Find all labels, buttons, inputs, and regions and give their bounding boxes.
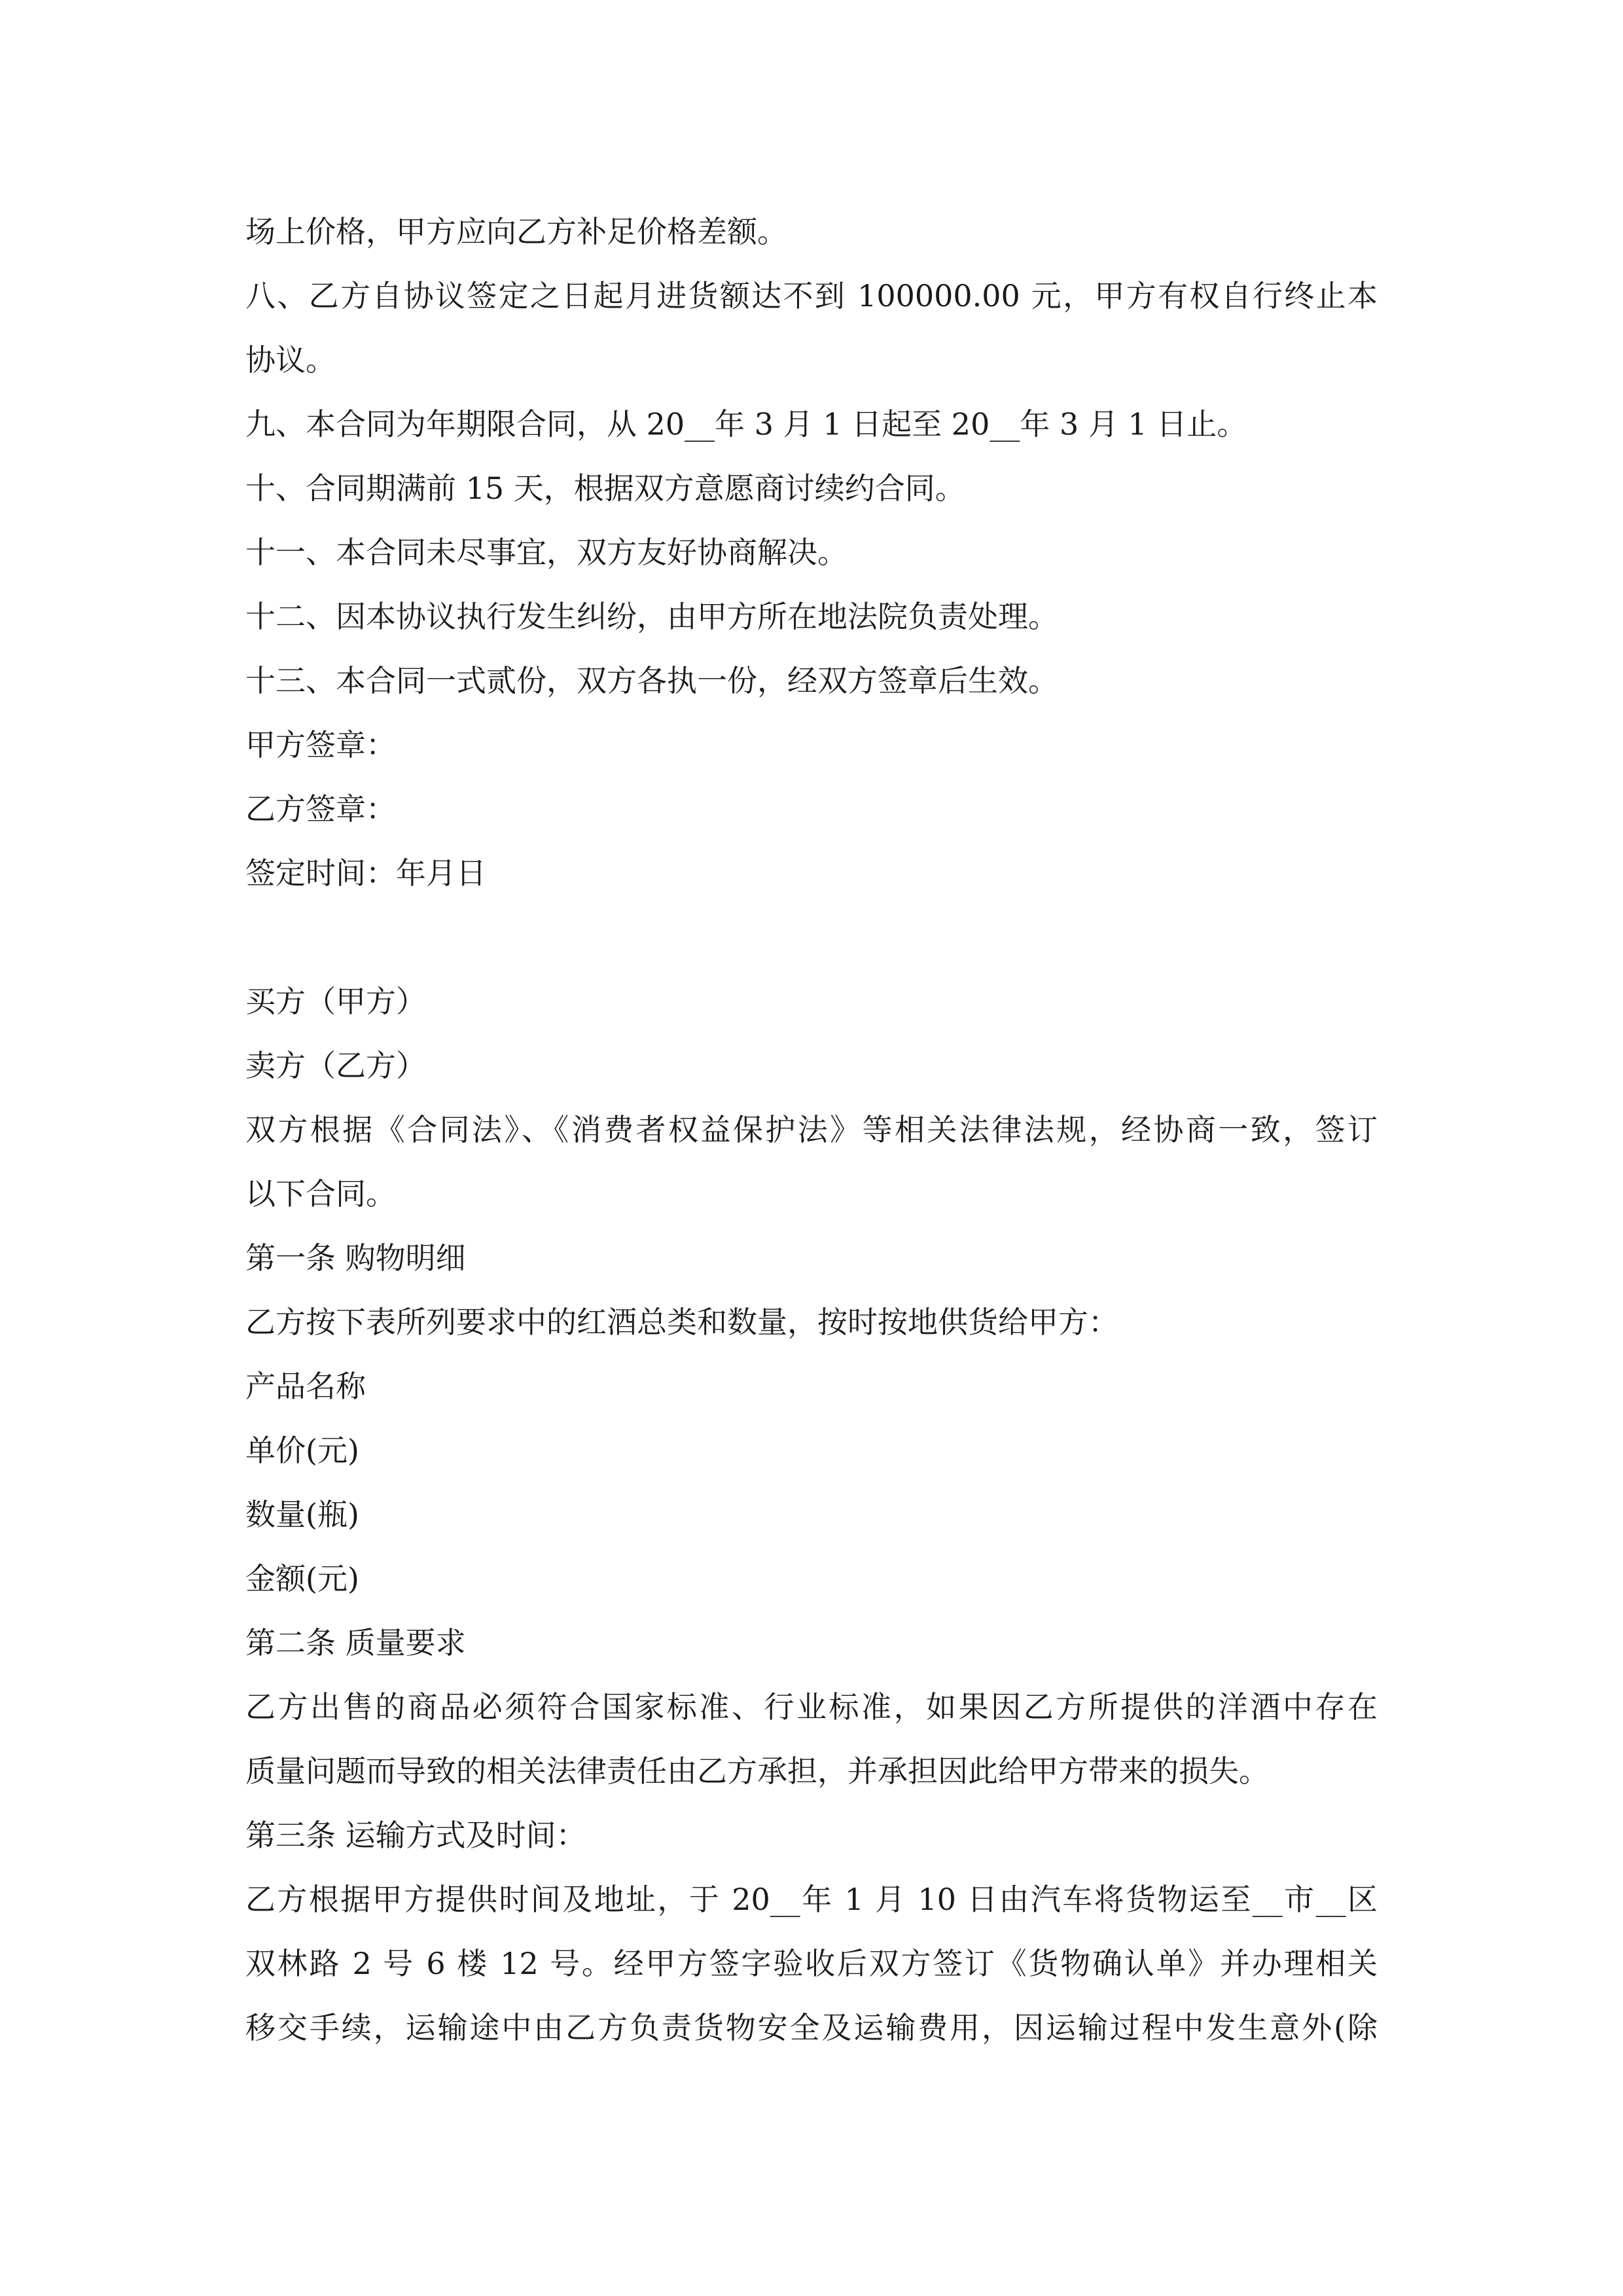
party-a-signature-label: 甲方签章： bbox=[245, 727, 396, 762]
text-line-preamble: 双方根据《合同法》、《消费者权益保护法》等相关法律法规，经协商一致，签订 bbox=[245, 1112, 1378, 1147]
quantity-label: 数量(瓶) bbox=[245, 1497, 359, 1532]
document-body bbox=[245, 200, 1378, 2060]
text-line-article-3-cont-2: 移交手续，运输途中由乙方负责货物安全及运输费用，因运输过程中发生意外(除 bbox=[245, 2010, 1378, 2045]
text-line-clause-10: 十、合同期满前 15 天，根据双方意愿商讨续约合同。 bbox=[245, 471, 965, 506]
seller-label: 卖方（乙方） bbox=[245, 1048, 426, 1083]
text-line-price-difference: 场上价格，甲方应向乙方补足价格差额。 bbox=[245, 214, 787, 249]
text-line-article-3-cont-1: 双林路 2 号 6 楼 12 号。经甲方签字验收后双方签订《货物确认单》并办理相关 bbox=[245, 1946, 1378, 1981]
article-1-heading: 第一条 购物明细 bbox=[245, 1240, 466, 1276]
buyer-label: 买方（甲方） bbox=[245, 984, 426, 1019]
unit-price-label: 单价(元) bbox=[245, 1433, 359, 1468]
text-line-preamble-cont: 以下合同。 bbox=[245, 1176, 396, 1211]
text-line-clause-11: 十一、本合同未尽事宜，双方友好协商解决。 bbox=[245, 535, 847, 570]
section-divider-space bbox=[245, 905, 1378, 969]
text-line-clause-8: 八、乙方自协议签定之日起月进货额达不到 100000.00 元，甲方有权自行终止本 bbox=[245, 278, 1378, 314]
text-line-article-1: 乙方按下表所列要求中的红酒总类和数量，按时按地供货给甲方： bbox=[245, 1304, 1118, 1340]
text-line-article-2-cont: 质量问题而导致的相关法律责任由乙方承担，并承担因此给甲方带来的损失。 bbox=[245, 1753, 1269, 1789]
amount-label: 金额(元) bbox=[245, 1561, 359, 1596]
article-2-heading: 第二条 质量要求 bbox=[245, 1625, 466, 1660]
article-3-heading: 第三条 运输方式及时间： bbox=[245, 1818, 586, 1853]
party-b-signature-label: 乙方签章： bbox=[245, 791, 396, 827]
text-line-article-2: 乙方出售的商品必须符合国家标准、行业标准，如果因乙方所提供的洋酒中存在 bbox=[245, 1689, 1378, 1725]
text-line-clause-8-cont: 协议。 bbox=[245, 342, 336, 378]
text-line-clause-13: 十三、本合同一式贰份，双方各执一份，经双方签章后生效。 bbox=[245, 663, 1058, 698]
product-name-label: 产品名称 bbox=[245, 1369, 366, 1404]
text-line-clause-9: 九、本合同为年期限合同，从 20__年 3 月 1 日起至 20__年 3 月 1 日止。 bbox=[245, 406, 1247, 442]
text-line-clause-12: 十二、因本协议执行发生纠纷，由甲方所在地法院负责处理。 bbox=[245, 599, 1058, 634]
text-line-article-3: 乙方根据甲方提供时间及地址，于 20__年 1 月 10 日由汽车将货物运至__市__区 bbox=[245, 1882, 1378, 1917]
signing-date-label: 签定时间：年月日 bbox=[245, 855, 486, 891]
